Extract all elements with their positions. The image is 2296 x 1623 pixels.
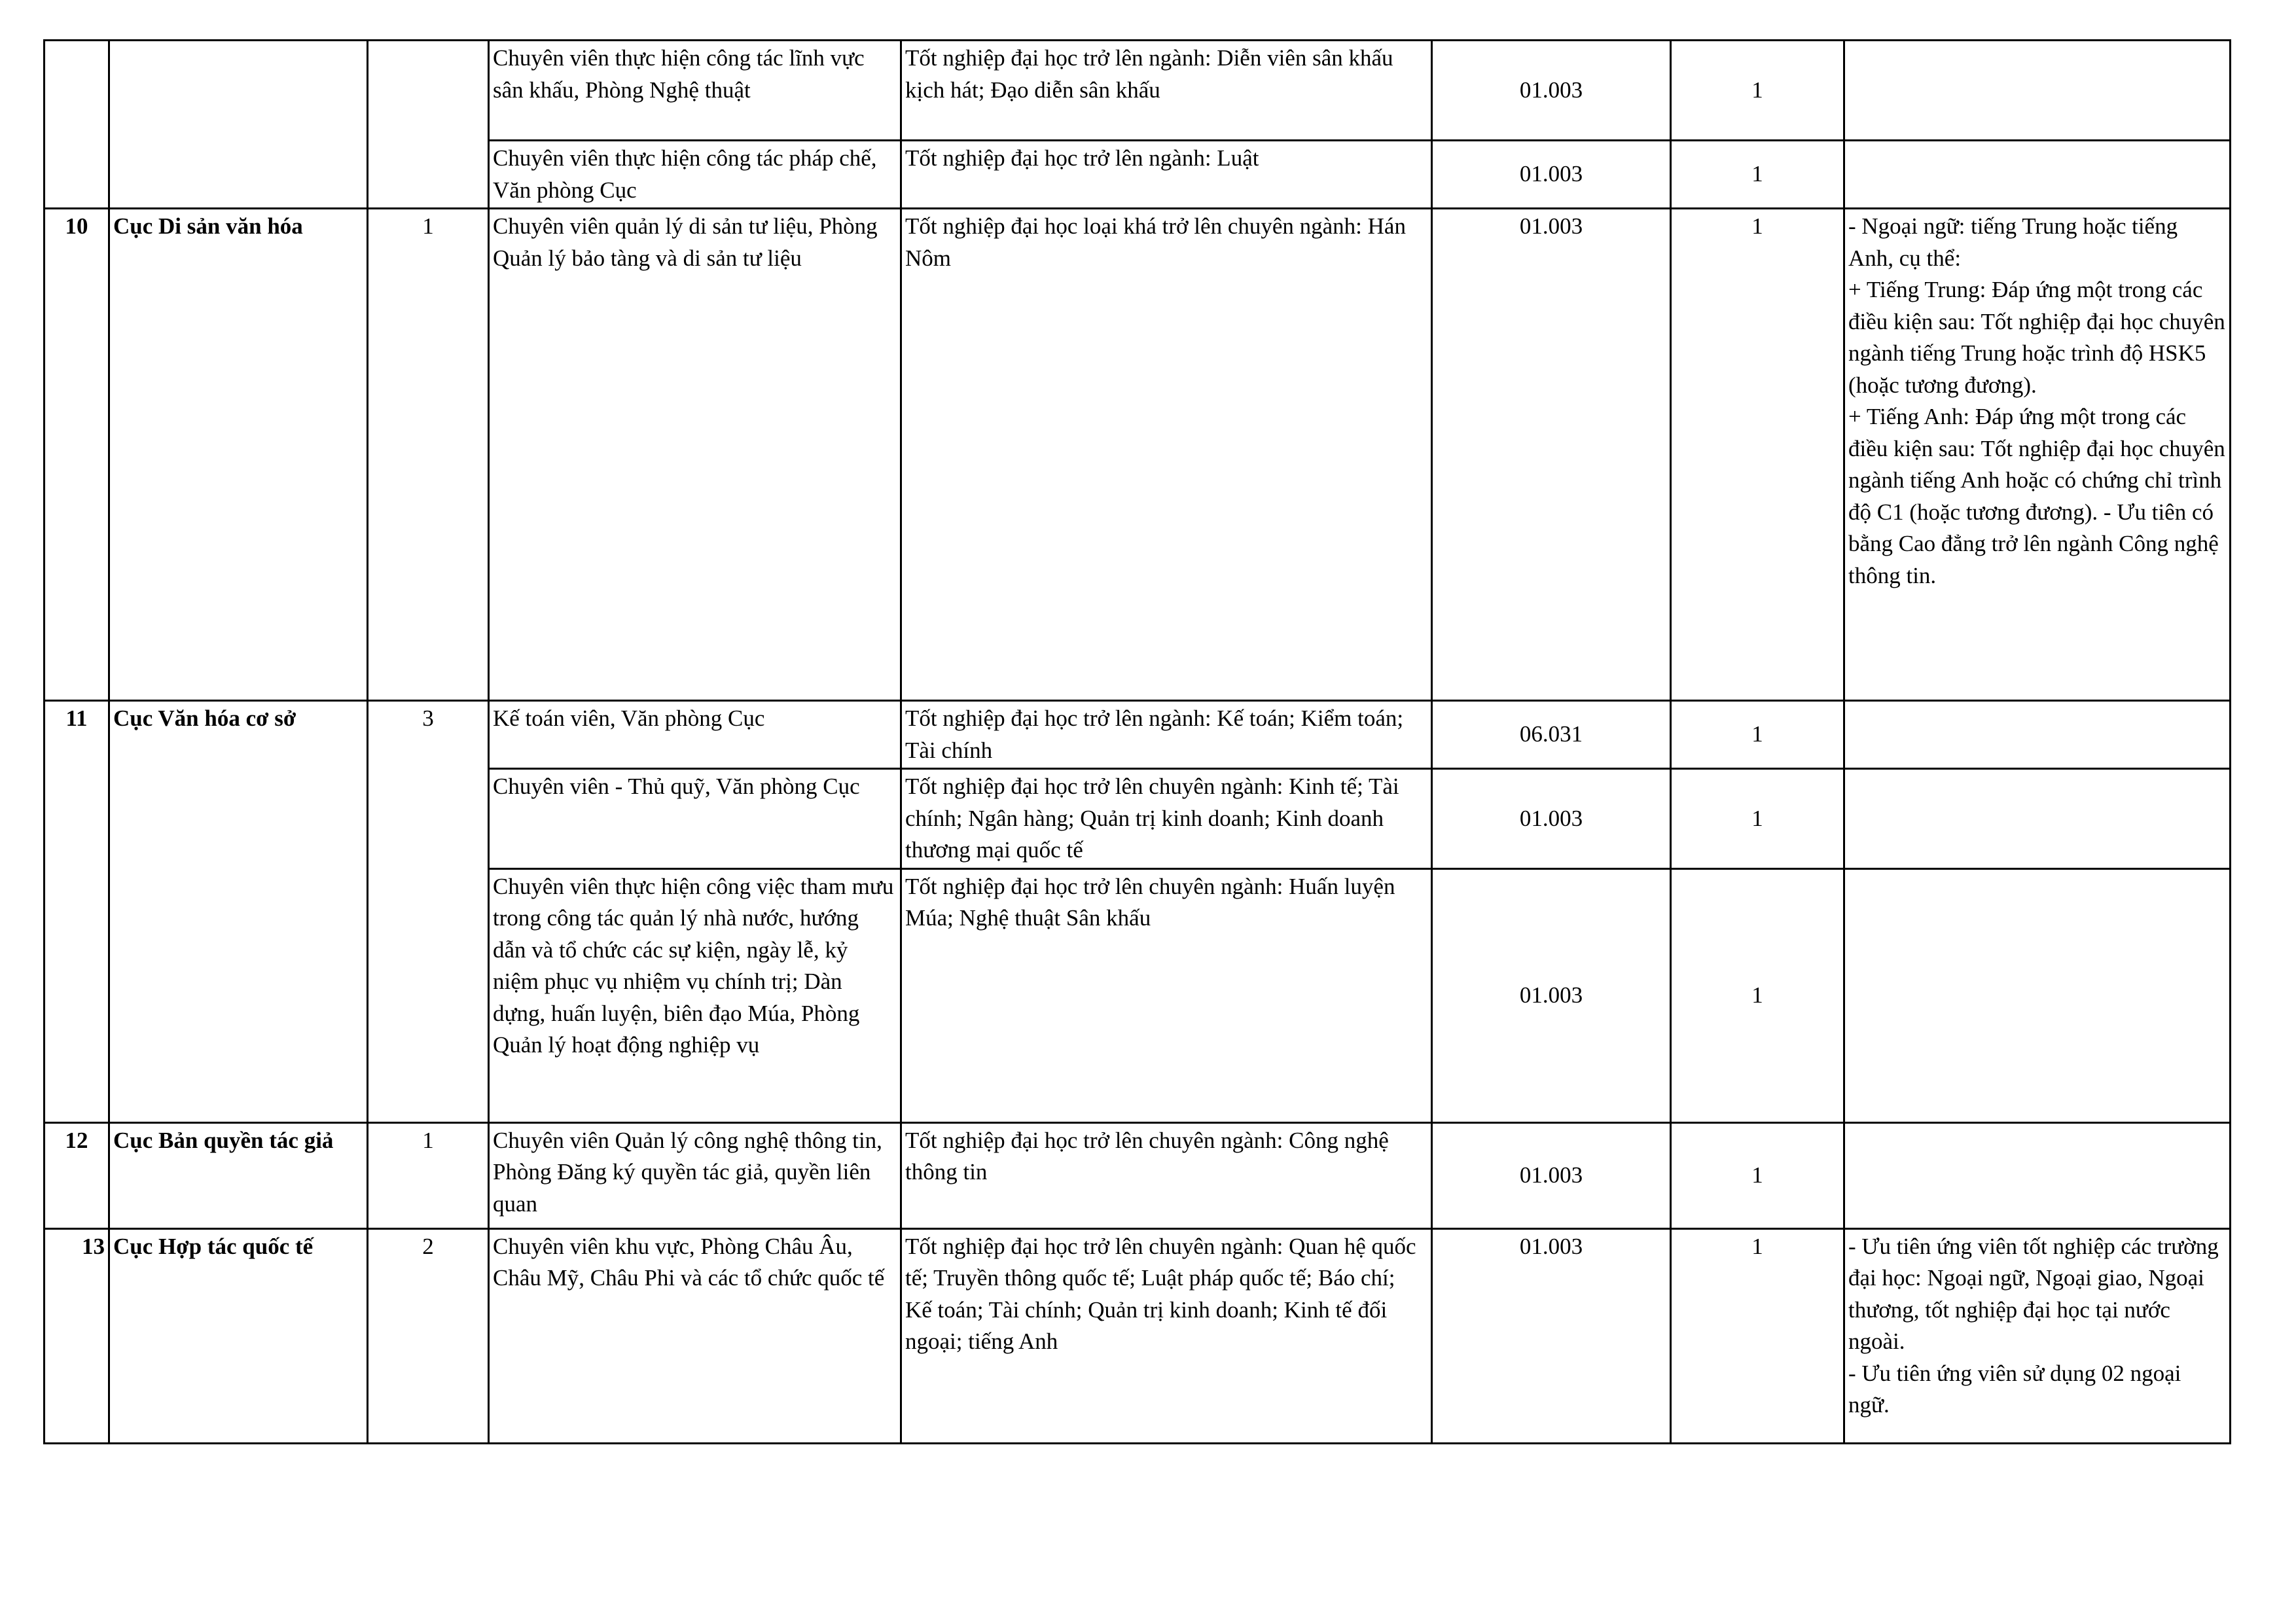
unit-cell: Cục Văn hóa cơ sở bbox=[109, 701, 368, 1123]
position-cell: Chuyên viên thực hiện công tác pháp chế, Văn phòng Cục bbox=[489, 141, 901, 209]
position-cell: Chuyên viên khu vực, Phòng Châu Âu, Châu Mỹ, Châu Phi và các tổ chức quốc tế bbox=[489, 1228, 901, 1443]
position-cell: Chuyên viên thực hiện công tác lĩnh vực sân khấu, Phòng Nghệ thuật bbox=[489, 41, 901, 141]
code-cell: 01.003 bbox=[1432, 1122, 1671, 1228]
stt-cell: 10 bbox=[45, 209, 109, 701]
code-cell: 01.003 bbox=[1432, 1228, 1671, 1443]
code-cell: 01.003 bbox=[1432, 868, 1671, 1122]
position-cell: Chuyên viên - Thủ quỹ, Văn phòng Cục bbox=[489, 769, 901, 869]
requirement-cell: Tốt nghiệp đại học trở lên ngành: Diễn viên sân khấu kịch hát; Đạo diễn sân khấu bbox=[901, 41, 1432, 141]
position-cell: Kế toán viên, Văn phòng Cục bbox=[489, 701, 901, 769]
note-cell: - Ngoại ngữ: tiếng Trung hoặc tiếng Anh, cụ thể: + Tiếng Trung: Đáp ứng một trong các điều kiện sau: Tốt nghiệp đại học chuyên ngành tiếng Trung hoặc trình độ HSK5 (hoặc tương đương). + Tiếng Anh: Đáp ứng một trong các điều kiện sau: Tốt nghiệp đại học chuyên ngành tiếng Anh hoặc có chứng chỉ trình độ C1 (hoặc tương đương). - Ưu tiên có bằng Cao đẳng trở lên ngành Công nghệ thông tin. bbox=[1844, 209, 2231, 701]
note-cell bbox=[1844, 1122, 2231, 1228]
count-cell: 1 bbox=[1671, 41, 1844, 141]
stt-cell: 12 bbox=[45, 1122, 109, 1228]
position-cell: Chuyên viên quản lý di sản tư liệu, Phòng Quản lý bảo tàng và di sản tư liệu bbox=[489, 209, 901, 701]
count-cell: 1 bbox=[1671, 1228, 1844, 1443]
requirement-cell: Tốt nghiệp đại học trở lên chuyên ngành: Kinh tế; Tài chính; Ngân hàng; Quản trị kinh doanh; Kinh doanh thương mại quốc tế bbox=[901, 769, 1432, 869]
code-cell: 01.003 bbox=[1432, 769, 1671, 869]
stt-cell bbox=[45, 41, 109, 209]
unit-cell: Cục Hợp tác quốc tế bbox=[109, 1228, 368, 1443]
table-row bbox=[45, 1228, 2231, 1443]
code-cell: 01.003 bbox=[1432, 141, 1671, 209]
note-cell bbox=[1844, 769, 2231, 869]
count-cell: 1 bbox=[1671, 769, 1844, 869]
count-cell: 1 bbox=[1671, 1122, 1844, 1228]
quantity-cell: 1 bbox=[368, 1122, 489, 1228]
note-cell bbox=[1844, 701, 2231, 769]
note-cell bbox=[1844, 41, 2231, 141]
stt-cell: 13 bbox=[45, 1228, 109, 1443]
table-row bbox=[45, 701, 2231, 769]
quantity-cell: 1 bbox=[368, 209, 489, 701]
unit-cell: Cục Bản quyền tác giả bbox=[109, 1122, 368, 1228]
recruitment-table bbox=[43, 39, 2231, 1444]
requirement-cell: Tốt nghiệp đại học trở lên ngành: Kế toán; Kiểm toán; Tài chính bbox=[901, 701, 1432, 769]
unit-cell bbox=[109, 41, 368, 209]
note-cell bbox=[1844, 868, 2231, 1122]
note-cell bbox=[1844, 141, 2231, 209]
count-cell: 1 bbox=[1671, 701, 1844, 769]
table-row bbox=[45, 1122, 2231, 1228]
position-cell: Chuyên viên thực hiện công việc tham mưu trong công tác quản lý nhà nước, hướng dẫn và tổ chức các sự kiện, ngày lễ, kỷ niệm phục vụ nhiệm vụ chính trị; Dàn dựng, huấn luyện, biên đạo Múa, Phòng Quản lý hoạt động nghiệp vụ bbox=[489, 868, 901, 1122]
table-row bbox=[45, 209, 2231, 701]
count-cell: 1 bbox=[1671, 141, 1844, 209]
quantity-cell bbox=[368, 41, 489, 209]
position-cell: Chuyên viên Quản lý công nghệ thông tin, Phòng Đăng ký quyền tác giả, quyền liên quan bbox=[489, 1122, 901, 1228]
unit-cell: Cục Di sản văn hóa bbox=[109, 209, 368, 701]
quantity-cell: 3 bbox=[368, 701, 489, 1123]
note-cell: - Ưu tiên ứng viên tốt nghiệp các trường đại học: Ngoại ngữ, Ngoại giao, Ngoại thương, tốt nghiệp đại học tại nước ngoài. - Ưu tiên ứng viên sử dụng 02 ngoại ngữ. bbox=[1844, 1228, 2231, 1443]
requirement-cell: Tốt nghiệp đại học trở lên chuyên ngành: Huấn luyện Múa; Nghệ thuật Sân khấu bbox=[901, 868, 1432, 1122]
code-cell: 01.003 bbox=[1432, 41, 1671, 141]
count-cell: 1 bbox=[1671, 868, 1844, 1122]
requirement-cell: Tốt nghiệp đại học trở lên chuyên ngành: Quan hệ quốc tế; Truyền thông quốc tế; Luật pháp quốc tế; Báo chí; Kế toán; Tài chính; Quản trị kinh doanh; Kinh tế đối ngoại; tiếng Anh bbox=[901, 1228, 1432, 1443]
count-cell: 1 bbox=[1671, 209, 1844, 701]
requirement-cell: Tốt nghiệp đại học loại khá trở lên chuyên ngành: Hán Nôm bbox=[901, 209, 1432, 701]
code-cell: 06.031 bbox=[1432, 701, 1671, 769]
requirement-cell: Tốt nghiệp đại học trở lên ngành: Luật bbox=[901, 141, 1432, 209]
quantity-cell: 2 bbox=[368, 1228, 489, 1443]
stt-cell: 11 bbox=[45, 701, 109, 1123]
code-cell: 01.003 bbox=[1432, 209, 1671, 701]
requirement-cell: Tốt nghiệp đại học trở lên chuyên ngành: Công nghệ thông tin bbox=[901, 1122, 1432, 1228]
table-row bbox=[45, 41, 2231, 141]
